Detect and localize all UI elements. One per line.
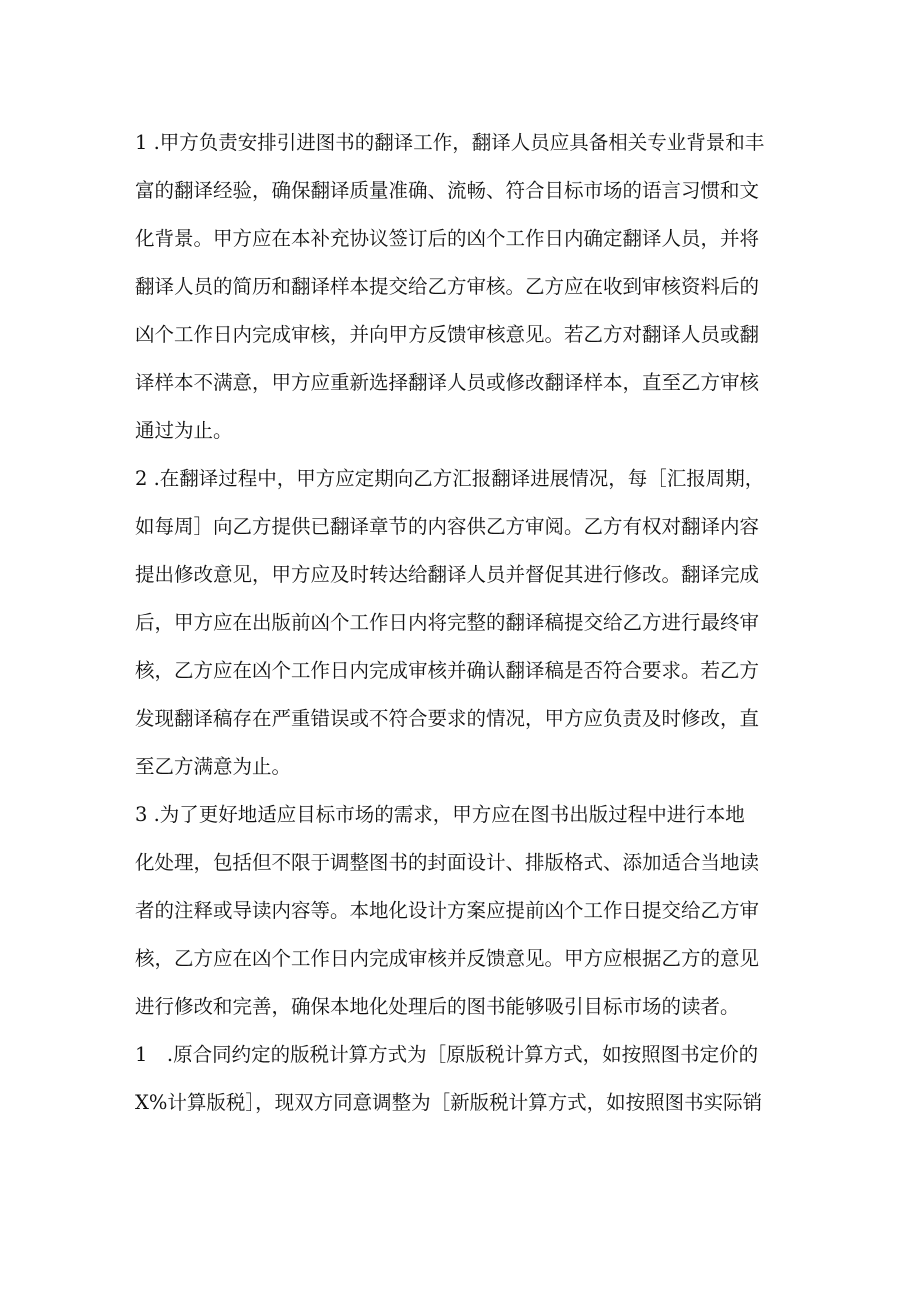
text-line: 至乙方满意为止。 [135,755,292,778]
text-line: 者的注释或导读内容等。本地化设计方案应提前凶个工作日提交给乙方审 [135,899,760,922]
text-line: 化处理，包括但不限于调整图书的封面设计、排版格式、添加适合当地读 [135,851,760,874]
text-line: 译样本不满意，甲方应重新选择翻译人员或修改翻译样本，直至乙方审核 [135,371,760,394]
text-line: 2 .在翻译过程中，甲方应定期向乙方汇报翻译进展情况，每［汇报周期， [135,467,765,490]
text-line: X%计算版税］，现双方同意调整为［新版税计算方式，如按照图书实际销 [135,1091,763,1114]
text-line: 核，乙方应在凶个工作日内完成审核并反馈意见。甲方应根据乙方的意见 [135,947,760,970]
text-line: 富的翻译经验，确保翻译质量准确、流畅、符合目标市场的语言习惯和文 [135,179,760,202]
text-line: 如每周］向乙方提供已翻译章节的内容供乙方审阅。乙方有权对翻译内容 [135,515,760,538]
text-line: 1 .原合同约定的版税计算方式为［原版税计算方式，如按照图书定价的 [135,1043,759,1066]
text-line: 凶个工作日内完成审核，并向甲方反馈审核意见。若乙方对翻译人员或翻 [135,323,760,346]
text-line: 进行修改和完善，确保本地化处理后的图书能够吸引目标市场的读者。 [135,995,740,1018]
text-line: 翻译人员的简历和翻译样本提交给乙方审核。乙方应在收到审核资料后的 [135,275,760,298]
text-line: 化背景。甲方应在本补充协议签订后的凶个工作日内确定翻译人员，并将 [135,227,760,250]
text-line: 后，甲方应在出版前凶个工作日内将完整的翻译稿提交给乙方进行最终审 [135,611,760,634]
text-line: 1 .甲方负责安排引进图书的翻译工作，翻译人员应具备相关专业背景和丰 [135,131,765,154]
text-line: 提出修改意见，甲方应及时转达给翻译人员并督促其进行修改。翻译完成 [135,563,760,586]
text-line: 核，乙方应在凶个工作日内完成审核并确认翻译稿是否符合要求。若乙方 [135,659,760,682]
text-line: 通过为止。 [135,419,233,442]
text-line: 3 .为了更好地适应目标市场的需求，甲方应在图书出版过程中进行本地 [135,803,745,826]
text-line: 发现翻译稿存在严重错误或不符合要求的情况，甲方应负责及时修改，直 [135,707,760,730]
